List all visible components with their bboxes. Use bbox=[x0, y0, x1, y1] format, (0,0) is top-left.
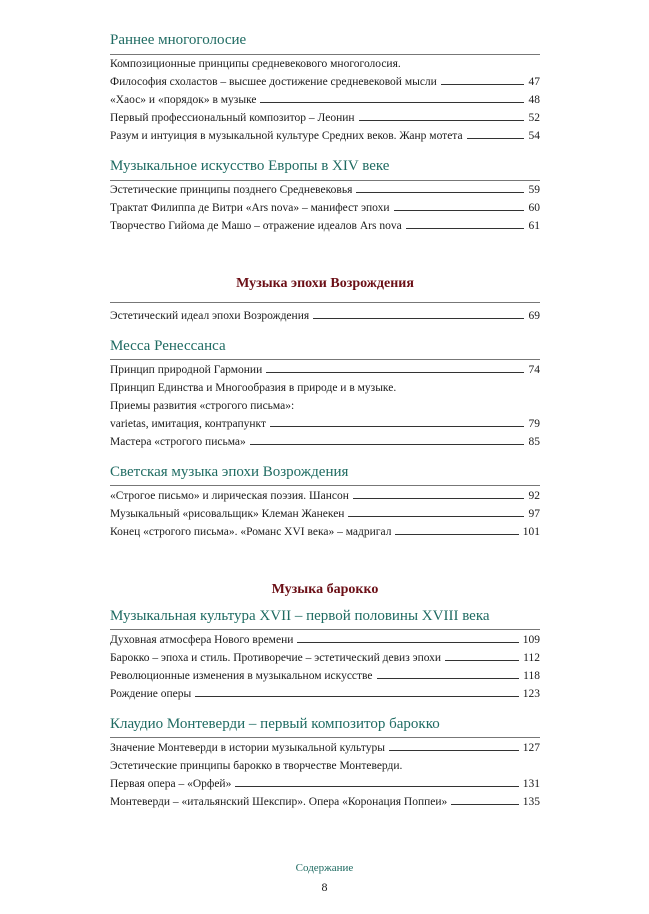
section-rule bbox=[110, 180, 540, 181]
leader-line bbox=[195, 686, 519, 697]
leader-line bbox=[445, 650, 519, 661]
page-number: 101 bbox=[522, 526, 540, 538]
toc-entry[interactable]: «Строгое письмо» и лирическая поэзия. Шансон 92 bbox=[110, 490, 540, 502]
leader-line bbox=[260, 92, 524, 103]
leader-line bbox=[266, 362, 524, 373]
part-title: Музыка барокко bbox=[271, 582, 379, 597]
leader-line bbox=[297, 632, 518, 643]
page-number: 127 bbox=[522, 742, 540, 754]
toc-entry[interactable]: Барокко – эпоха и стиль. Противоречие – эстетический девиз эпохи 112 bbox=[110, 652, 540, 664]
toc-entry[interactable]: Творчество Гийома де Машо – отражение идеалов Ars nova 61 bbox=[110, 220, 540, 232]
toc-entry[interactable]: Первый профессиональный композитор – Леонин 52 bbox=[110, 112, 540, 124]
section-title: Музыкальное искусство Европы в XIV веке bbox=[110, 158, 390, 174]
leader-line bbox=[235, 776, 518, 787]
section-rule bbox=[110, 629, 540, 630]
toc-entry[interactable]: Конец «строгого письма». «Романс XVI века» – мадригал 101 bbox=[110, 526, 540, 538]
toc-entry[interactable]: Композиционные принципы средневекового многоголосия. bbox=[110, 58, 401, 70]
part-rule bbox=[110, 302, 540, 303]
leader-line bbox=[394, 200, 524, 211]
toc-entry[interactable]: Духовная атмосфера Нового времени 109 bbox=[110, 634, 540, 646]
page-number: 52 bbox=[528, 112, 540, 124]
page-number: 48 bbox=[528, 94, 540, 106]
leader-line bbox=[441, 74, 524, 85]
toc-entry[interactable]: Философия схоластов – высшее достижение средневековой мысли 47 bbox=[110, 76, 540, 88]
leader-line bbox=[250, 434, 524, 445]
toc-entry[interactable]: Эстетический идеал эпохи Возрождения 69 bbox=[110, 310, 540, 322]
leader-line bbox=[359, 110, 524, 121]
page-number: 92 bbox=[528, 490, 540, 502]
page-number: 54 bbox=[528, 130, 540, 142]
leader-line bbox=[467, 128, 524, 139]
page-number: 118 bbox=[523, 670, 540, 682]
toc-entry[interactable]: Трактат Филиппа де Витри «Ars nova» – манифест эпохи 60 bbox=[110, 202, 540, 214]
page-number: 79 bbox=[528, 418, 540, 430]
toc-entry[interactable]: Приемы развития «строгого письма»: bbox=[110, 400, 295, 412]
page-number: 61 bbox=[528, 220, 540, 232]
toc-entry[interactable]: Принцип Единства и Многообразия в природе и в музыке. bbox=[110, 382, 397, 394]
footer-page-number: 8 bbox=[321, 880, 328, 894]
page-number: 135 bbox=[522, 796, 540, 808]
leader-line bbox=[356, 182, 524, 193]
toc-entry[interactable]: Первая опера – «Орфей» 131 bbox=[110, 778, 540, 790]
leader-line bbox=[313, 308, 524, 319]
page-number: 74 bbox=[528, 364, 540, 376]
toc-entry[interactable]: Мастера «строгого письма» 85 bbox=[110, 436, 540, 448]
leader-line bbox=[395, 524, 518, 535]
page-number: 112 bbox=[523, 652, 540, 664]
section-rule bbox=[110, 54, 540, 55]
section-title: Месса Ренессанса bbox=[110, 338, 226, 354]
section-title: Светская музыка эпохи Возрождения bbox=[110, 464, 349, 480]
section-rule bbox=[110, 485, 540, 486]
footer-label: Содержание bbox=[295, 862, 354, 874]
leader-line bbox=[353, 488, 524, 499]
leader-line bbox=[348, 506, 524, 517]
page-number: 60 bbox=[528, 202, 540, 214]
section-rule bbox=[110, 737, 540, 738]
toc-entry[interactable]: varietas, имитация, контрапункт 79 bbox=[110, 418, 540, 430]
page-number: 85 bbox=[528, 436, 540, 448]
toc-entry[interactable]: Разум и интуиция в музыкальной культуре Средних веков. Жанр мотета 54 bbox=[110, 130, 540, 142]
toc-entry[interactable]: Значение Монтеверди в истории музыкальной культуры 127 bbox=[110, 742, 540, 754]
leader-line bbox=[406, 218, 524, 229]
leader-line bbox=[451, 794, 518, 805]
leader-line bbox=[270, 416, 524, 427]
section-rule bbox=[110, 359, 540, 360]
page-number: 59 bbox=[528, 184, 540, 196]
toc-entry[interactable]: Эстетические принципы барокко в творчестве Монтеверди. bbox=[110, 760, 403, 772]
toc-entry[interactable]: Эстетические принципы позднего Средневековья 59 bbox=[110, 184, 540, 196]
page-number: 47 bbox=[528, 76, 540, 88]
page-number: 131 bbox=[522, 778, 540, 790]
toc-entry[interactable]: Принцип природной Гармонии 74 bbox=[110, 364, 540, 376]
page-number: 69 bbox=[528, 310, 540, 322]
toc-entry[interactable]: Революционные изменения в музыкальном искусстве 118 bbox=[110, 670, 540, 682]
leader-line bbox=[377, 668, 520, 679]
leader-line bbox=[389, 740, 519, 751]
page-number: 109 bbox=[522, 634, 540, 646]
part-title: Музыка эпохи Возрождения bbox=[236, 276, 414, 291]
page-number: 123 bbox=[522, 688, 540, 700]
section-title: Музыкальная культура XVII – первой половины XVIII века bbox=[110, 608, 490, 624]
section-title: Раннее многоголосие bbox=[110, 32, 247, 48]
page-number: 97 bbox=[528, 508, 540, 520]
toc-entry[interactable]: Музыкальный «рисовальщик» Клеман Жанекен 97 bbox=[110, 508, 540, 520]
toc-entry[interactable]: Рождение оперы 123 bbox=[110, 688, 540, 700]
section-title: Клаудио Монтеверди – первый композитор барокко bbox=[110, 716, 440, 732]
toc-entry[interactable]: «Хаос» и «порядок» в музыке 48 bbox=[110, 94, 540, 106]
toc-entry[interactable]: Монтеверди – «итальянский Шекспир». Опера «Коронация Поппеи» 135 bbox=[110, 796, 540, 808]
